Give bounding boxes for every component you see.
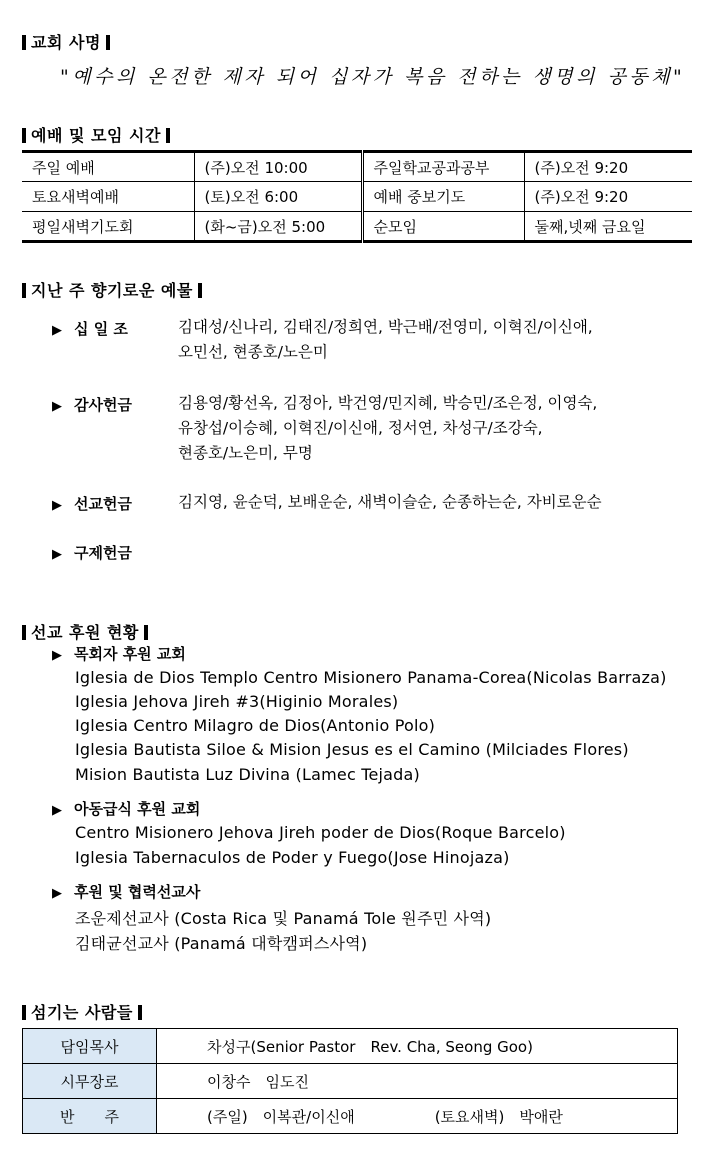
- worship-name: 순모임: [362, 212, 524, 242]
- section-title-offering: 지난 주 향기로운 예물: [22, 278, 207, 301]
- title-bar-left: [22, 283, 26, 298]
- supported-church: Iglesia Tabernaculos de Poder y Fuego(Jose Hinojaza): [75, 848, 510, 867]
- supported-church: Iglesia Bautista Siloe & Mision Jesus es el Camino (Milciades Flores): [75, 740, 629, 759]
- triangle-bullet-icon: ▶: [52, 648, 62, 663]
- church-motto: "예수의 온전한 제자 되어 십자가 복음 전하는 생명의 공동체": [60, 66, 686, 88]
- table-row: [23, 1099, 678, 1134]
- table-row: [23, 1064, 678, 1099]
- role-value: 이창수 임도진: [157, 1064, 678, 1099]
- offering-label-thanks: ▶ 감사헌금: [52, 396, 132, 414]
- support-group-pastor: ▶ 목회자 후원 교회: [52, 645, 186, 663]
- role-value: (주일) 이복관/이신애 (토요새벽) 박애란: [157, 1099, 678, 1134]
- worship-time: 둘째,넷째 금요일: [524, 212, 692, 242]
- offering-names-thanks: 김용영/황선옥, 김정아, 박건영/민지혜, 박승민/조은정, 이영숙, 유창섭/이승혜, 이혁진/이신애, 정서연, 차성구/조강숙, 현종호/노은미, 무명: [178, 394, 598, 462]
- missionary: 김태균선교사 (Panamá 대학캠퍼스사역): [75, 934, 368, 953]
- title-bar-right: [198, 283, 202, 298]
- title-bar-right: [166, 128, 170, 143]
- supported-church: Iglesia Centro Milagro de Dios(Antonio Polo): [75, 716, 436, 735]
- title-bar-right: [106, 35, 110, 50]
- section-title-mission: 교회 사명: [22, 30, 115, 53]
- title-bar-left: [22, 128, 26, 143]
- offering-names-tithe: 김대성/신나리, 김태진/정희연, 박근배/전영미, 이혁진/이신애, 오민선, 현종호/노은미: [178, 318, 593, 361]
- worship-time: (화~금)오전 5:00: [194, 212, 362, 242]
- servants-table: [22, 1028, 678, 1134]
- title-bar-right: [138, 1005, 142, 1020]
- supported-church: Iglesia Jehova Jireh #3(Higinio Morales): [75, 692, 399, 711]
- triangle-bullet-icon: ▶: [52, 498, 62, 513]
- offering-label-tithe: ▶ 십 일 조: [52, 320, 128, 338]
- title-bar-left: [22, 35, 26, 50]
- worship-time: (주)오전 10:00: [194, 152, 362, 182]
- role-value: 차성구(Senior Pastor Rev. Cha, Seong Goo): [157, 1029, 678, 1064]
- worship-name: 토요새벽예배: [22, 182, 194, 212]
- missionary: 조운제선교사 (Costa Rica 및 Panamá Tole 원주민 사역): [75, 909, 492, 928]
- triangle-bullet-icon: ▶: [52, 399, 62, 414]
- offering-names-missions: 김지영, 윤순덕, 보배운순, 새벽이슬순, 순종하는순, 자비로운순: [178, 493, 602, 511]
- table-row: [22, 152, 692, 182]
- title-bar-left: [22, 1005, 26, 1020]
- role-label: 반 주: [23, 1099, 157, 1134]
- title-bar-right: [144, 625, 148, 640]
- table-row: [22, 182, 692, 212]
- worship-time: (주)오전 9:20: [524, 182, 692, 212]
- worship-name: 주일 예배: [22, 152, 194, 182]
- worship-name: 평일새벽기도회: [22, 212, 194, 242]
- triangle-bullet-icon: ▶: [52, 323, 62, 338]
- table-row: [22, 212, 692, 242]
- offering-label-relief: ▶ 구제헌금: [52, 544, 132, 562]
- title-bar-left: [22, 625, 26, 640]
- supported-church: Mision Bautista Luz Divina (Lamec Tejada): [75, 765, 420, 784]
- triangle-bullet-icon: ▶: [52, 886, 62, 901]
- section-title-servants: 섬기는 사람들: [22, 1000, 147, 1023]
- support-group-missionaries: ▶ 후원 및 협력선교사: [52, 883, 201, 901]
- triangle-bullet-icon: ▶: [52, 547, 62, 562]
- worship-time: (토)오전 6:00: [194, 182, 362, 212]
- role-label: 담임목사: [23, 1029, 157, 1064]
- worship-times-table: [22, 150, 692, 243]
- role-label: 시무장로: [23, 1064, 157, 1099]
- table-row: [23, 1029, 678, 1064]
- supported-church: Centro Misionero Jehova Jireh poder de Dios(Roque Barcelo): [75, 823, 566, 842]
- section-title-missions: 선교 후원 현황: [22, 620, 153, 643]
- section-title-worship: 예배 및 모임 시간: [22, 123, 175, 146]
- worship-name: 주일학교공과공부: [362, 152, 524, 182]
- worship-time: (주)오전 9:20: [524, 152, 692, 182]
- worship-name: 예배 중보기도: [362, 182, 524, 212]
- offering-label-missions: ▶ 선교헌금: [52, 495, 132, 513]
- support-group-children: ▶ 아동급식 후원 교회: [52, 800, 201, 818]
- supported-church: Iglesia de Dios Templo Centro Misionero Panama-Corea(Nicolas Barraza): [75, 668, 667, 687]
- triangle-bullet-icon: ▶: [52, 803, 62, 818]
